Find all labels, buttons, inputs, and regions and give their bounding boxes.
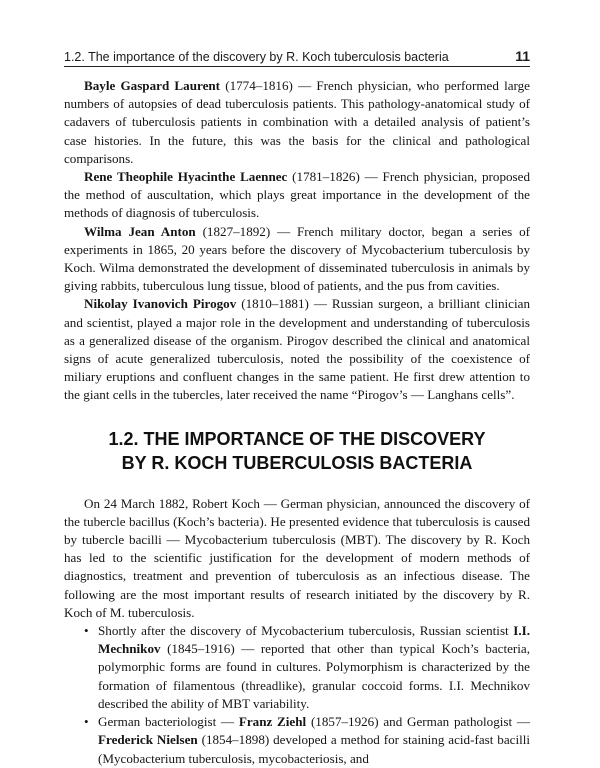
paragraph-laennec	[64, 168, 530, 223]
page-body	[64, 77, 530, 768]
paragraph-text: (1781–1826) — French physician, proposed the method of auscultation, which plays great importance in the development of the methods of diagnosis of tuberculosis.	[64, 169, 531, 221]
section-intro-paragraph: On 24 March 1882, Robert Koch — German physician, announced the discovery of the tubercle bacillus (Koch’s bacteria). He presented evidence that tuberculosis is caused by tubercle bacilli — Mycobacterium tuberculosis (MBT). The discovery by R. Koch has led to the scientific justification for the development of modern methods of diagnostics, treatment and prevention of tuberculosis as an infectious disease. The following are the most important results of research initiated by the discovery by R. Koch of M. tuberculosis.	[64, 495, 530, 620]
list-item-text: (1845–1916) — reported that other than typical Koch’s bacteria, polymorphic forms are found in cultures. Polymorphism is characterized by the formation of filamentous (threadlike), granular coccoid forms. I.I. Mechnikov described the ability of MBT variability.	[98, 641, 530, 711]
running-header	[64, 44, 530, 64]
findings-list	[64, 622, 530, 768]
paragraph-pirogov	[64, 295, 530, 404]
person-name: I.I. Mechnikov	[98, 623, 530, 657]
person-name: Franz Ziehl	[238, 714, 307, 730]
section-heading	[64, 427, 530, 475]
person-name: Rene Theophile Hyacinthe Laennec	[84, 169, 288, 185]
person-name: Wilma Jean Anton	[84, 223, 196, 239]
page-number: 11	[515, 48, 530, 64]
paragraph-text: (1774–1816) — French physician, who performed large numbers of autopsies of dead tuberculosis patients. This pathology-anatomical study of cadavers of tuberculosis patients in combination with a detailed analysis of patient’s case histories. In the future, this was the basis for the clinical and pathological comparisons.	[64, 78, 530, 166]
list-item-text: (1854–1898) developed a method for staining acid-fast bacilli (Mycobacterium tuberculosis, mycobacteriosis, and	[98, 732, 531, 766]
list-item-text: Shortly after the discovery of Mycobacterium tuberculosis, Russian scientist	[98, 623, 514, 639]
list-item	[64, 622, 530, 713]
list-item-text: German bacteriologist —	[98, 714, 239, 730]
person-name: Bayle Gaspard Laurent	[84, 78, 221, 93]
paragraph-laurent	[64, 77, 530, 168]
header-rule	[64, 66, 530, 67]
paragraph-text: (1810–1881) — Russian surgeon, a brilliant clinician and scientist, played a major role in the development and understanding of tuberculosis as a generalized disease of the organism. Pirogov described the clinical and anatomical signs of acute generalized tuberculosis, noted the possibility of the coexistence of miliary eruptions and confluent changes in the same patient. He first drew attention to the giant cells in the tubercles, later received the name “Pirogov’s — Langhans cells”.	[64, 296, 530, 403]
paragraph-anton	[64, 223, 530, 296]
section-heading-line1: 1.2. THE IMPORTANCE OF THE DISCOVERY	[108, 428, 486, 449]
bullet-icon: •	[84, 623, 89, 639]
person-name: Nikolay Ivanovich Pirogov	[84, 296, 237, 312]
running-title: 1.2. The importance of the discovery by R. Koch tuberculosis bacteria	[64, 50, 449, 64]
paragraph-text: (1827–1892) — French military doctor, began a series of experiments in 1865, 20 years before the discovery of Mycobacterium tuberculosis by Koch. Wilma demonstrated the development of disseminated tuberculosis in animals by giving rabbits, tuberculous lung tissue, blood of patients, and the pus from cavities.	[64, 223, 530, 294]
list-item-text: (1857–1926) and German pathologist —	[306, 714, 531, 730]
section-heading-line2: BY R. KOCH TUBERCULOSIS BACTERIA	[121, 452, 473, 473]
person-name: Frederick Nielsen	[98, 732, 198, 748]
list-item	[64, 713, 530, 768]
bullet-icon: •	[84, 714, 89, 730]
